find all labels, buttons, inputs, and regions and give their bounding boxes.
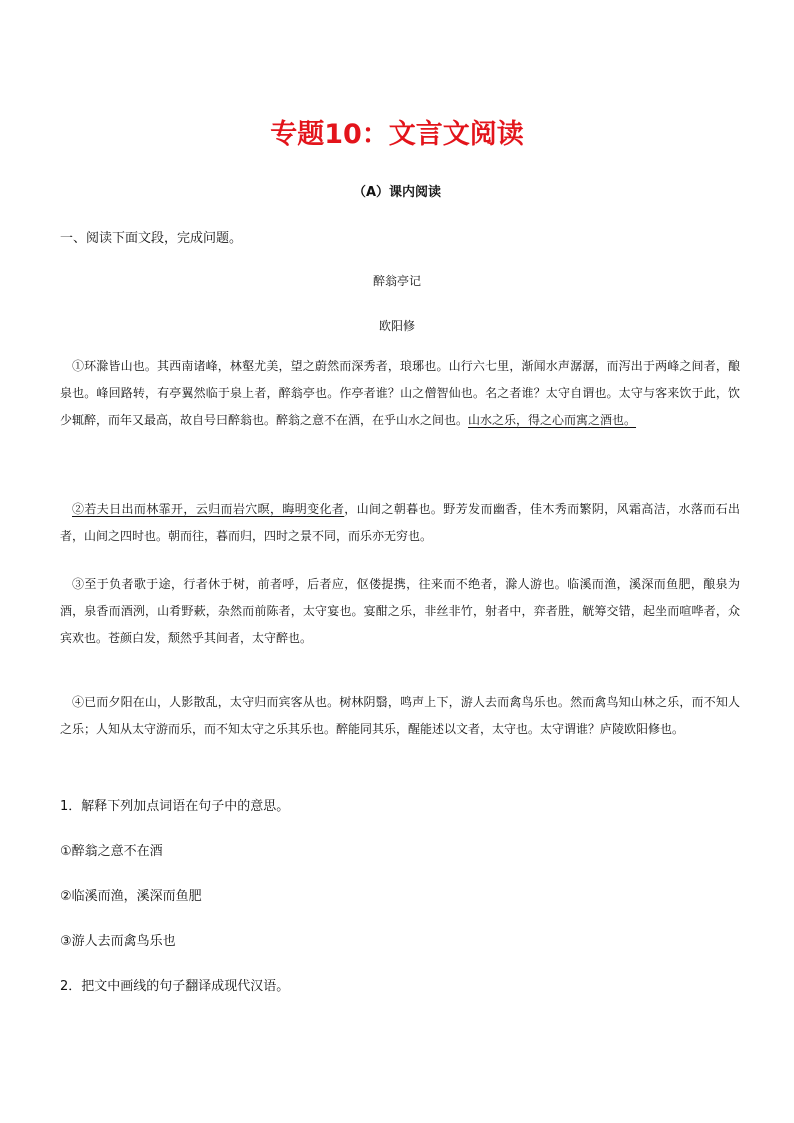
underlined-sentence-1: 山水之乐，得之心而寓之酒也。: [468, 413, 637, 427]
essay-paragraph-1: [60, 353, 740, 434]
question-1-item: ③游人去而禽鸟乐也: [60, 934, 176, 949]
essay-title: 醉翁亭记: [372, 274, 421, 288]
essay-author: 欧阳修: [378, 319, 415, 333]
question-1: 1．解释下列加点词语在句子中的意思。: [60, 799, 290, 814]
paragraph-1-text: ①环滁皆山也。其西南诸峰，林壑尤美，望之蔚然而深秀者，琅琊也。山行六七里，渐闻水声潺潺，而泻出于两峰之间者，酿泉也。峰回路转，有亭翼然临于泉上者，醉翁亭也。作亭者谁？山之僧智仙也。名之者谁？太守自谓也。太守与客来饮于此，饮少辄醉，而年又最高，故自号曰醉翁也。醉翁之意不在酒，在乎山水之间也。: [60, 359, 740, 427]
underlined-sentence-2: ②若夫日出而林霏开，云归而岩穴暝，晦明变化者: [72, 502, 345, 516]
essay-paragraph-3: ③至于负者歌于途，行者休于树，前者呼，后者应，伛偻提携，往来而不绝者，滁人游也。临溪而渔，溪深而鱼肥，酿泉为酒，泉香而酒洌，山肴野蔌，杂然而前陈者，太守宴也。宴酣之乐，非丝非竹，射者中，弈者胜，觥筹交错，起坐而喧哗者，众宾欢也。苍颜白发，颓然乎其间者，太守醉也。: [60, 577, 740, 645]
question-1-item: ②临溪而渔，溪深而鱼肥: [60, 889, 202, 904]
essay-paragraph-4: ④已而夕阳在山，人影散乱，太守归而宾客从也。树林阴翳，鸣声上下，游人去而禽鸟乐也。然而禽鸟知山林之乐，而不知人之乐；人知从太守游而乐，而不知太守之乐其乐也。醉能同其乐，醒能述以文者，太守也。太守谓谁？庐陵欧阳修也。: [60, 695, 740, 736]
question-1-item: ①醉翁之意不在酒: [60, 844, 163, 859]
instruction-text: 一、阅读下面文段，完成问题。: [60, 231, 243, 246]
page-title: 专题10：文言文阅读: [270, 119, 524, 150]
section-heading: （A）课内阅读: [352, 185, 442, 200]
paragraph-2-text: ，山间之朝暮也。野芳发而幽香，佳木秀而繁阴，风霜高洁，水落而石出者，山间之四时也。朝而往，暮而归，四时之景不同，而乐亦无穷也。: [60, 502, 740, 543]
essay-paragraph-2: [60, 496, 740, 550]
question-2: 2．把文中画线的句子翻译成现代汉语。: [60, 979, 290, 994]
